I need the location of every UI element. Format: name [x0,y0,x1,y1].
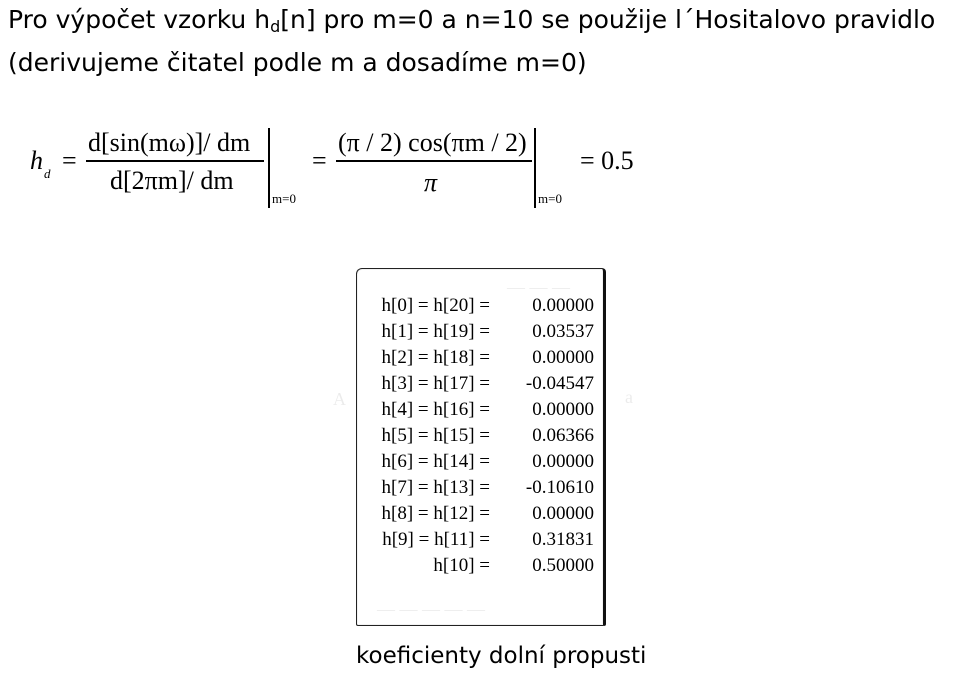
bleed-through-mark: — — — — — [377,599,485,619]
formula-lhs-subscript: d [44,166,51,181]
formula-equals-1: = [62,146,77,175]
coefficient-indices: h[9] = h[11] = [382,529,490,550]
fraction-1-bar [86,160,264,162]
coefficient-value: 0.00000 [532,399,594,420]
coefficient-row [369,475,594,501]
coefficient-indices: h[0] = h[20] = [381,295,490,316]
coefficient-indices: h[5] = h[15] = [381,425,490,446]
coefficient-value: -0.04547 [525,373,594,394]
evaluation-bar-2 [534,128,536,208]
coefficient-indices: h[6] = h[14] = [381,451,490,472]
coefficient-value: 0.00000 [532,347,594,368]
bleed-through-mark: — — — [507,277,570,297]
coefficient-row [369,397,594,423]
evaluation-2-label: m=0 [538,191,562,206]
coefficient-value: 0.00000 [532,503,594,524]
heading-line-2: (derivujeme čitatel podle m a dosadíme m=0) [8,48,587,77]
coefficient-table [333,268,633,626]
coefficient-indices: h[4] = h[16] = [381,399,490,420]
coefficient-indices: h[8] = h[12] = [381,503,490,524]
fraction-1-denominator: d[2πm]/ dm [110,166,234,195]
coefficient-row [369,527,594,553]
coefficient-indices: h[10] = [433,555,490,576]
coefficient-row [369,449,594,475]
formula-equals-2: = [312,146,327,175]
coefficient-row [369,293,594,319]
heading-subscript: d [270,17,281,36]
evaluation-1-label: m=0 [272,191,296,206]
coefficient-value: 0.06366 [532,425,594,446]
coefficient-row [369,553,594,579]
coefficient-value: 0.00000 [532,295,594,316]
coefficient-indices: h[1] = h[19] = [381,321,490,342]
coefficient-value: 0.31831 [532,529,594,550]
coefficient-value: 0.00000 [532,451,594,472]
evaluation-bar-1 [268,128,270,208]
coefficient-row [369,371,594,397]
formula-result: = 0.5 [580,146,634,175]
table-caption: koeficienty dolní propusti [356,643,647,669]
coefficient-row [369,423,594,449]
fraction-2-bar [336,160,532,162]
heading-line-1 [8,2,935,45]
coefficient-value: 0.50000 [532,555,594,576]
bleed-through-mark: a [625,387,633,407]
coefficient-row [369,345,594,371]
coefficient-indices: h[2] = h[18] = [381,347,490,368]
heading-line-1-start: Pro výpočet vzorku h [8,5,271,34]
lhopital-formula [30,122,660,212]
coefficient-value: 0.03537 [532,321,594,342]
fraction-1-numerator: d[sin(mω)]/ dm [88,128,251,157]
coefficient-row [369,501,594,527]
bleed-through-mark: A [333,389,346,409]
fraction-2-denominator: π [424,168,438,197]
fraction-2-numerator: (π / 2) cos(πm / 2) [338,128,527,157]
coefficient-value: -0.10610 [525,477,594,498]
heading-line-1-end: [n] pro m=0 a n=10 se použije l´Hositalovo pravidlo [280,5,936,34]
coefficient-indices: h[3] = h[17] = [381,373,490,394]
slide-heading [8,2,935,81]
coefficient-indices: h[7] = h[13] = [381,477,490,498]
formula-lhs: h [30,146,43,175]
coefficient-row [369,319,594,345]
